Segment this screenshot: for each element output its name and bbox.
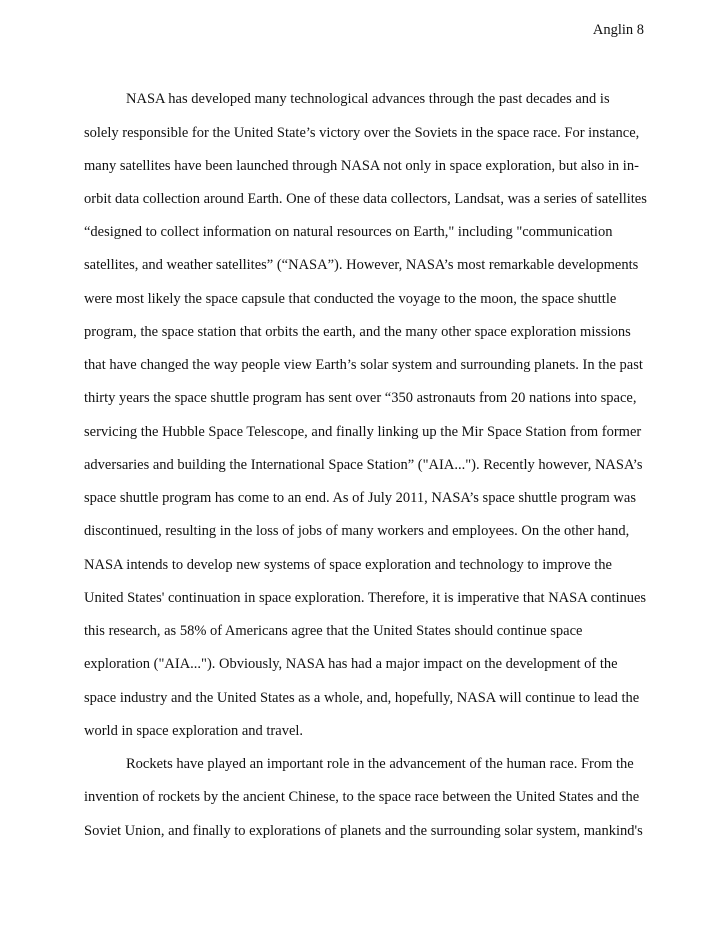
paragraph-1-line-20: world in space exploration and travel.	[84, 723, 304, 739]
paragraph-1-line-12: adversaries and building the International Space Station” ("AIA..."). Recently however, NASA’s	[84, 457, 643, 473]
paragraph-1-line-2: solely responsible for the United State’s victory over the Soviets in the space race. For instance,	[84, 125, 640, 141]
paragraph-1-line-14: discontinued, resulting in the loss of jobs of many workers and employees. On the other hand,	[84, 523, 630, 539]
paragraph-2-line-2: invention of rockets by the ancient Chinese, to the space race between the United States and the	[84, 789, 640, 805]
paragraph-1-line-1: NASA has developed many technological advances through the past decades and is	[126, 91, 610, 107]
paragraph-2-line-1: Rockets have played an important role in the advancement of the human race. From the	[126, 756, 634, 772]
paragraph-1-line-18: exploration ("AIA..."). Obviously, NASA has had a major impact on the development of the	[84, 656, 618, 672]
paragraph-1-line-5: “designed to collect information on natural resources on Earth," including "communication	[84, 224, 613, 240]
paragraph-1-line-3: many satellites have been launched through NASA not only in space exploration, but also in in-	[84, 158, 639, 174]
paragraph-1-line-15: NASA intends to develop new systems of space exploration and technology to improve the	[84, 557, 612, 573]
paragraph-1-line-16: United States' continuation in space exploration. Therefore, it is imperative that NASA continues	[84, 590, 647, 606]
paragraph-1-line-8: program, the space station that orbits the earth, and the many other space exploration missions	[84, 324, 631, 340]
paragraph-1-line-19: space industry and the United States as a whole, and, hopefully, NASA will continue to lead the	[84, 690, 640, 706]
paragraph-1-line-7: were most likely the space capsule that conducted the voyage to the moon, the space shuttle	[84, 291, 617, 307]
paragraph-1-line-4: orbit data collection around Earth. One of these data collectors, Landsat, was a series of satellites	[84, 191, 647, 207]
paragraph-1-line-6: satellites, and weather satellites” (“NASA”). However, NASA’s most remarkable developments	[84, 257, 639, 273]
paragraph-1-line-10: thirty years the space shuttle program has sent over “350 astronauts from 20 nations into space,	[84, 390, 637, 406]
paragraph-2-line-3: Soviet Union, and finally to explorations of planets and the surrounding solar system, mankind's	[84, 823, 643, 839]
paragraph-1-line-17: this research, as 58% of Americans agree that the United States should continue space	[84, 623, 583, 639]
running-head: Anglin 8	[592, 22, 644, 38]
paragraph-1-line-9: that have changed the way people view Earth’s solar system and surrounding planets. In the past	[84, 357, 643, 373]
paragraph-1-line-11: servicing the Hubble Space Telescope, and finally linking up the Mir Space Station from former	[84, 424, 642, 440]
paragraph-1-line-13: space shuttle program has come to an end. As of July 2011, NASA’s space shuttle program was	[84, 490, 636, 506]
